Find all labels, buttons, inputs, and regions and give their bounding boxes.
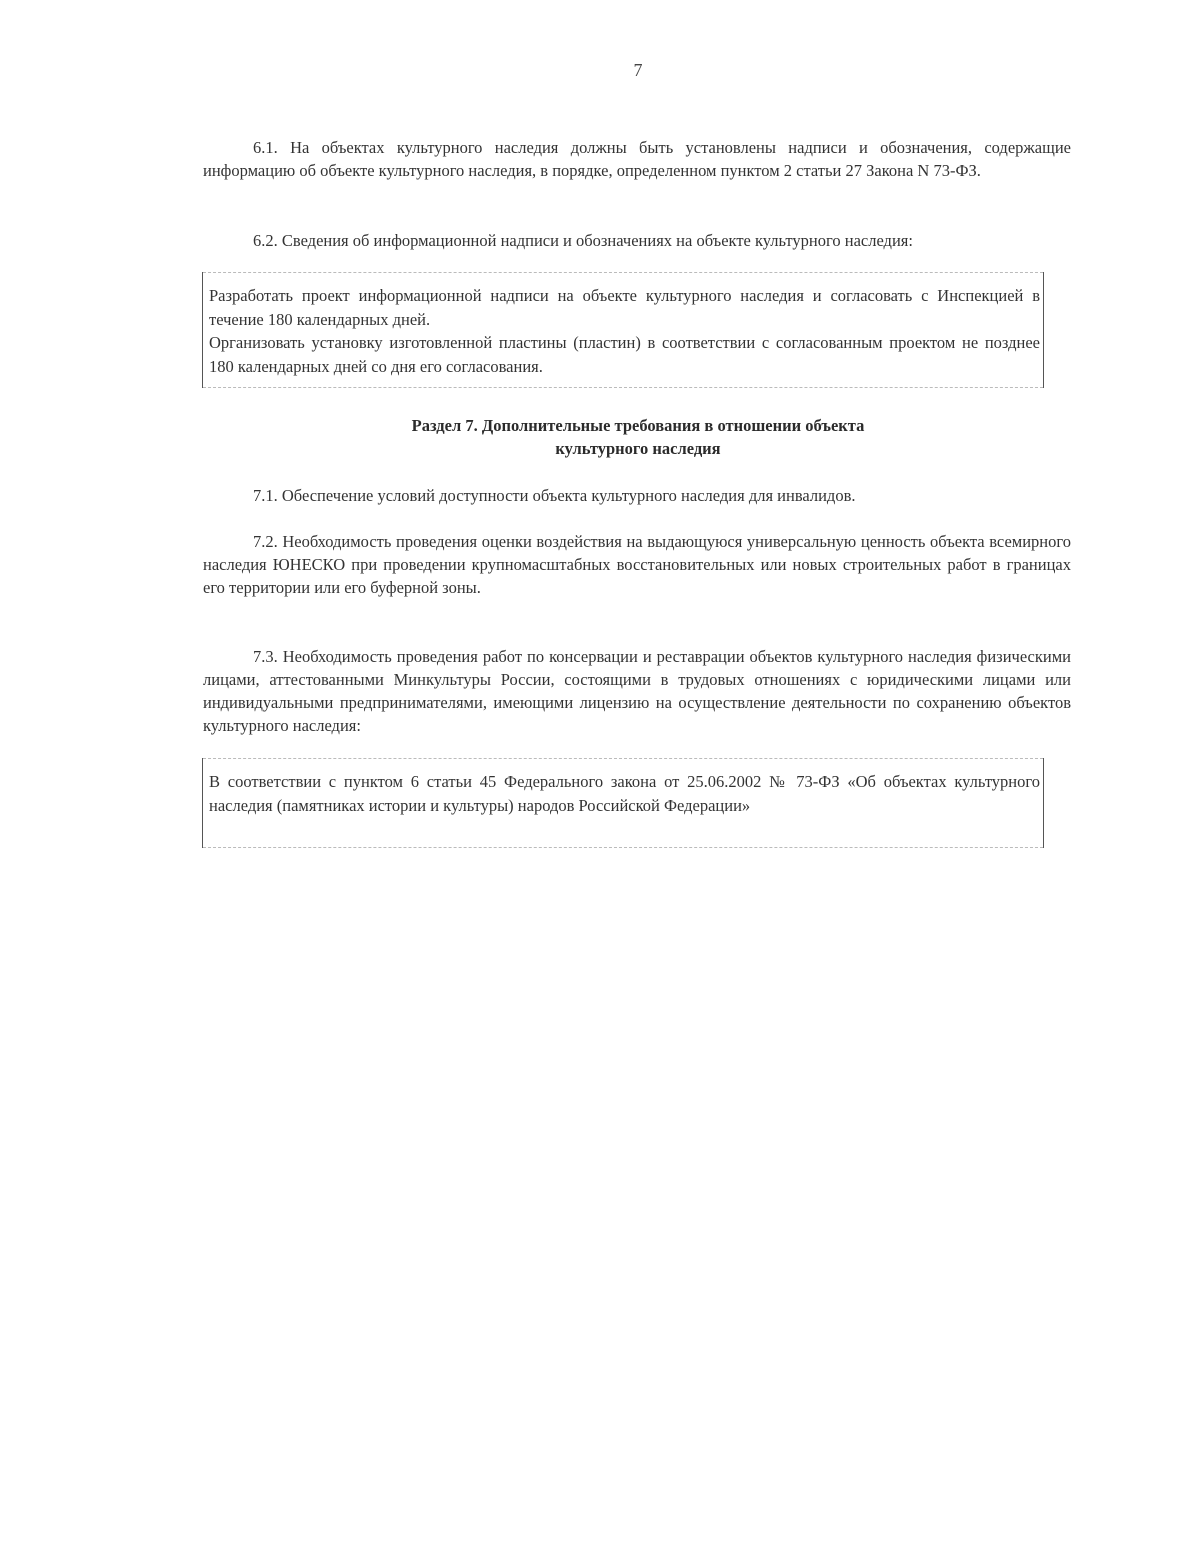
paragraph-7-2: 7.2. Необходимость проведения оценки воздействия на выдающуюся универсальную ценность объекта всемирного наследия ЮНЕСКО при проведении крупномасштабных восстановительных или новых строительных работ в границах его территории или его буферной зоны. (203, 532, 1071, 597)
box-top-edge (203, 272, 1043, 273)
paragraph-7-3: 7.3. Необходимость проведения работ по консервации и реставрации объектов культурного наследия физическими лицами, аттестованными Минкультуры России, состоящими в трудовых отношениях с юридическими лицами или индивидуальными предпринимателями, имеющими лицензию на осуществление деятельности по сохранению объектов культурного наследия: (203, 647, 1071, 735)
page-number: 7 (633, 60, 643, 80)
section-7-title-line1: Раздел 7. Дополнительные требования в отношении объекта (411, 416, 865, 435)
section-7-title (238, 414, 1038, 460)
section-7-title-line2: культурного наследия (555, 439, 721, 458)
paragraph-7-1: 7.1. Обеспечение условий доступности объекта культурного наследия для инвалидов. (253, 486, 856, 505)
box-bottom-edge (203, 387, 1043, 388)
legal-basis-box (202, 758, 1044, 848)
box-top-edge (203, 758, 1043, 759)
box2-text: В соответствии с пунктом 6 статьи 45 Федерального закона от 25.06.2002 № 73-ФЗ «Об объектах культурного наследия (памятниках истории и культуры) народов Российской Федерации» (209, 772, 1040, 815)
paragraph-6-1: 6.1. На объектах культурного наследия должны быть установлены надписи и обозначения, содержащие информацию об объекте культурного наследия, в порядке, определенном пунктом 2 статьи 27 Закона N 73-ФЗ. (203, 138, 1071, 180)
box-bottom-edge (203, 847, 1043, 848)
paragraph-6-2: 6.2. Сведения об информационной надписи и обозначениях на объекте культурного наследия: (253, 231, 913, 250)
box1-line2: Организовать установку изготовленной пластины (пластин) в соответствии с согласованным проектом не позднее 180 календарных дней со дня его согласования. (209, 333, 1040, 376)
info-inscription-box (202, 272, 1044, 388)
box1-line1: Разработать проект информационной надписи на объекте культурного наследия и согласовать с Инспекцией в течение 180 календарных дней. (209, 286, 1040, 329)
